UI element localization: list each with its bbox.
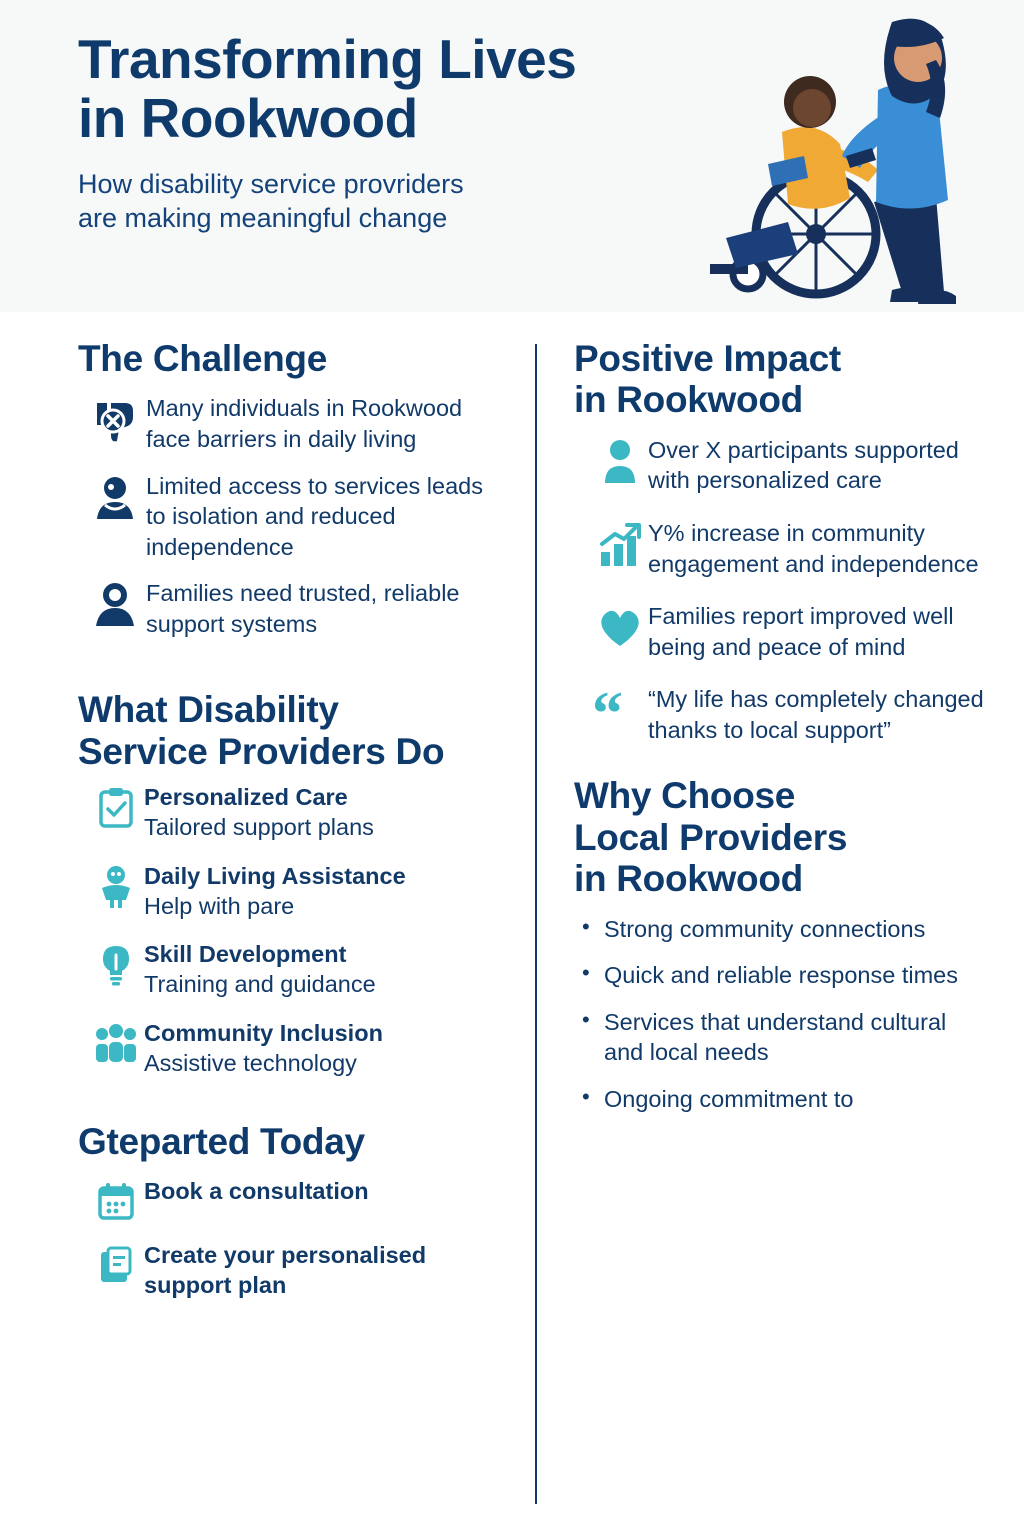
spacer [574,751,984,775]
list-item [88,861,484,922]
list-item-text: Families need trusted, reliable support systems [146,580,460,637]
person-support-icon [84,578,146,630]
list-item [84,393,484,454]
services-list [88,782,484,1079]
section-title-why-choose [574,775,984,899]
page-subtitle-line-2: are making meaningful change [78,203,448,234]
list-item: • Ongoing commitment to [580,1084,984,1115]
header [0,0,1024,312]
list-item [88,939,484,1000]
get-started-list [88,1176,484,1300]
left-column [0,338,512,1316]
list-item-subtitle: Help with pare [144,892,295,919]
quote-mark-icon: “ [592,680,623,749]
list-item [84,471,484,563]
right-column [512,338,1024,1316]
list-item-subtitle: Tailored support plans [144,814,374,841]
section-title-impact-line-2: in Rookwood [574,379,803,421]
list-item [84,578,484,639]
document-plan-icon [88,1240,144,1288]
column-divider [535,344,537,1504]
page-subtitle [78,167,638,236]
list-item-text: Families report improved well being and peace of mind [648,603,954,660]
list-item-title: Daily Living Assistance [144,862,406,889]
testimonial-text: “My life has completely changed thanks to local support” [648,686,984,743]
section-title-services-line-2: Service Providers Do [78,730,445,772]
section-title-why-choose-line-1: Why Choose [574,775,796,817]
section-title-impact-line-1: Positive Impact [574,338,841,379]
list-item [592,435,984,496]
list-item-title: Personalized Care [144,784,348,811]
list-item-subtitle: Training and guidance [144,971,376,998]
page-title-line-1: Transforming Lives [78,28,577,90]
section-title-why-choose-line-3: in Rookwood [574,858,803,900]
growth-chart-icon [592,518,648,568]
why-choose-bullets [580,914,984,1115]
section-title-services [78,689,484,772]
list-item-text [144,782,374,843]
list-item-title: Skill Development [144,941,347,968]
spacer [78,655,484,689]
impact-list [592,435,984,662]
list-item: • Strong community connections [580,914,984,945]
list-item-title: Community Inclusion [144,1020,383,1047]
section-title-services-line-1: What Disability [78,689,339,731]
section-title-why-choose-line-2: Local Providers [574,816,848,858]
person-assist-icon [88,861,144,909]
list-item: • Services that understand cultural and local needs [580,1007,984,1068]
list-item [592,601,984,662]
list-item [592,518,984,579]
calendar-icon [88,1176,144,1224]
person-blocked-icon [84,471,146,523]
list-item [88,1240,484,1300]
list-item-text [144,1176,369,1206]
page-subtitle-line-1: How disability service provriders [78,168,464,199]
challenge-list [84,393,484,639]
list-item-text [144,939,376,1000]
clipboard-check-icon [88,782,144,830]
person-icon [592,435,648,485]
list-item-text: Limited access to services leads to isolation and reduced independence [146,472,483,560]
list-item-text: Y% increase in community engagement and independence [648,519,979,577]
list-item-text: Over X participants supported with personalized care [648,436,959,494]
page-title [78,30,718,149]
content-columns [0,312,1024,1316]
testimonial-quote [592,680,984,749]
section-title-get-started: Gteparted Today [78,1120,365,1162]
section-title-challenge: The Challenge [78,338,327,379]
list-item-text: Many individuals in Rookwood face barriers in daily living [146,395,463,452]
caregiver-pushing-wheelchair-illustration [696,6,986,306]
list-item-text [144,1018,383,1079]
thumbs-down-x-icon [84,393,146,445]
list-item: • Quick and reliable response times [580,960,984,991]
list-item [88,1176,484,1224]
page-title-line-2: in Rookwood [78,87,418,150]
list-item-title: Book a consultation [144,1178,369,1205]
lightbulb-icon [88,939,144,987]
list-item [88,1018,484,1079]
section-title-impact [574,338,984,421]
people-group-icon [88,1018,144,1066]
list-item-text [144,1240,484,1300]
list-item-title: Create your personalised support plan [144,1242,427,1299]
list-item [88,782,484,843]
heart-icon [592,601,648,649]
spacer [78,1097,484,1121]
list-item-subtitle: Assistive technology [144,1050,357,1077]
list-item-text [144,861,406,922]
